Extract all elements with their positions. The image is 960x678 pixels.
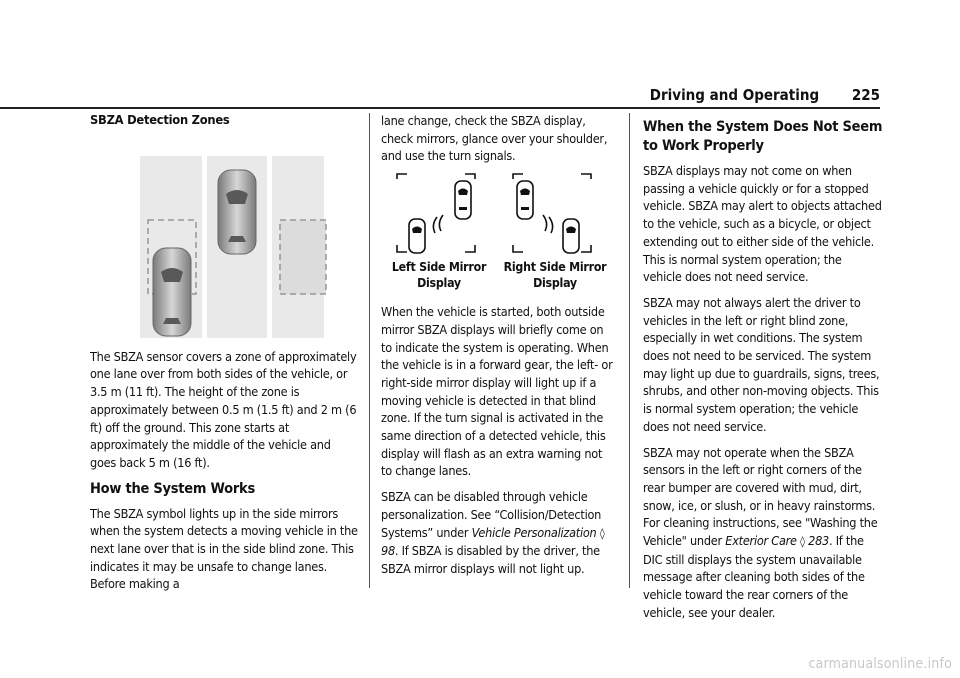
header-rule xyxy=(0,107,880,109)
ref-page-283[interactable]: 283 xyxy=(808,533,830,549)
figure-title: SBZA Detection Zones xyxy=(90,113,230,128)
left-mirror-caption xyxy=(381,259,497,291)
mirror-display-labels xyxy=(381,259,613,291)
troubleshooting-text-1: SBZA displays may not come on when passing a vehicle quickly or for a stopped vehicle. SBZA may alert to objects attached to the vehicle, such as a bicycle, or object extending out to either side of the vehicle. This is normal system operation; the vehicle does not need service. xyxy=(643,163,882,285)
lane-change-text: lane change, check the SBZA display, check mirrors, glance over your shoulder, and use the turn signals. xyxy=(381,113,608,164)
right-car-bumper xyxy=(521,207,529,210)
mirror-displays-illustration xyxy=(381,173,613,257)
zone-description: The SBZA sensor covers a zone of approximately one lane over from both sides of the vehicle, or 3.5 m (11 ft). The height of the zone is approximately between 0.5 m (1.5 ft) and 2 m (6 ft) off the ground. This zone starts at approximately the middle of the vehicle and goes back 5 m (16 ft). xyxy=(90,348,357,470)
disable-text xyxy=(381,488,613,578)
page-ref-icon: ◊ xyxy=(599,526,605,540)
right-caption-line-1: Right Side Mirror xyxy=(503,260,607,275)
left-mirror-display xyxy=(397,174,475,253)
troubleshooting-text-3b: . If the DIC still displays the system unavailable message after cleaning both sides of the vehicle toward the rear corners of the vehicle, see your dealer. xyxy=(643,533,865,620)
page-number: 225 xyxy=(851,86,880,104)
ref-exterior-care[interactable]: Exterior Care xyxy=(725,533,797,549)
vehicle-ahead xyxy=(218,170,256,254)
troubleshooting-heading: When the System Does Not Seem to Work Properly xyxy=(643,119,883,154)
column-divider-2 xyxy=(629,113,630,588)
page-ref-icon: ◊ xyxy=(800,535,805,549)
disable-text-b: . If SBZA is disabled by the driver, the SBZA mirror displays will not light up. xyxy=(381,543,600,576)
troubleshooting-text-3a: SBZA may not operate when the SBZA sensors in the left or right corners of the rear bumper are covered with mud, dirt, snow, ice, or slush, or in heavy rainstorms. For cleaning instructions, see "Washing the Vehicle" under xyxy=(643,444,878,549)
right-caption-line-2: Display xyxy=(533,276,577,291)
startup-text: When the vehicle is started, both outside mirror SBZA displays will briefly come on to indicate the system is operating. When the vehicle is in a forward gear, the left- or right-side mirror display will light up if a moving vehicle is detected in that blind zone. If the turn signal is activated in the same direction of a detected vehicle, this display will flash as an extra warning not to change lanes. xyxy=(381,304,613,479)
vehicle-in-blind-zone xyxy=(153,248,191,336)
left-car-bumper xyxy=(459,207,467,210)
left-caption-line-2: Display xyxy=(417,276,461,291)
detection-zones-illustration xyxy=(90,138,358,338)
running-header xyxy=(0,86,880,104)
right-mirror-caption xyxy=(497,259,613,291)
right-mirror-display xyxy=(513,174,591,253)
ref-page-98[interactable]: 98 xyxy=(381,543,395,559)
ref-vehicle-personalization[interactable]: Vehicle Personalization xyxy=(471,524,597,540)
troubleshooting-text-3 xyxy=(643,444,883,622)
troubleshooting-text-2: SBZA may not always alert the driver to vehicles in the left or right blind zone, especially in wet conditions. The system does not need to be serviced. The system may light up due to guardrails, signs, trees, shrubs, and other non-moving objects. This is normal system operation; the vehicle does not need service. xyxy=(643,294,880,434)
column-2 xyxy=(381,112,613,586)
column-divider-1 xyxy=(369,113,370,588)
column-3 xyxy=(643,112,883,630)
section-title: Driving and Operating xyxy=(649,86,820,104)
how-it-works-heading: How the System Works xyxy=(90,480,255,497)
left-caption-line-1: Left Side Mirror xyxy=(391,260,487,275)
how-it-works-text: The SBZA symbol lights up in the side mirrors when the system detects a moving vehicle in the next lane over that is in the side blind zone. This indicates it may be unsafe to change lanes. Before making a xyxy=(90,505,358,592)
zone-right xyxy=(280,220,326,294)
column-1 xyxy=(90,112,358,601)
watermark: carmanualsonline.info xyxy=(808,656,952,672)
disable-text-a: SBZA can be disabled through vehicle personalization. See “Collision/Detection Systems” under xyxy=(381,489,602,540)
